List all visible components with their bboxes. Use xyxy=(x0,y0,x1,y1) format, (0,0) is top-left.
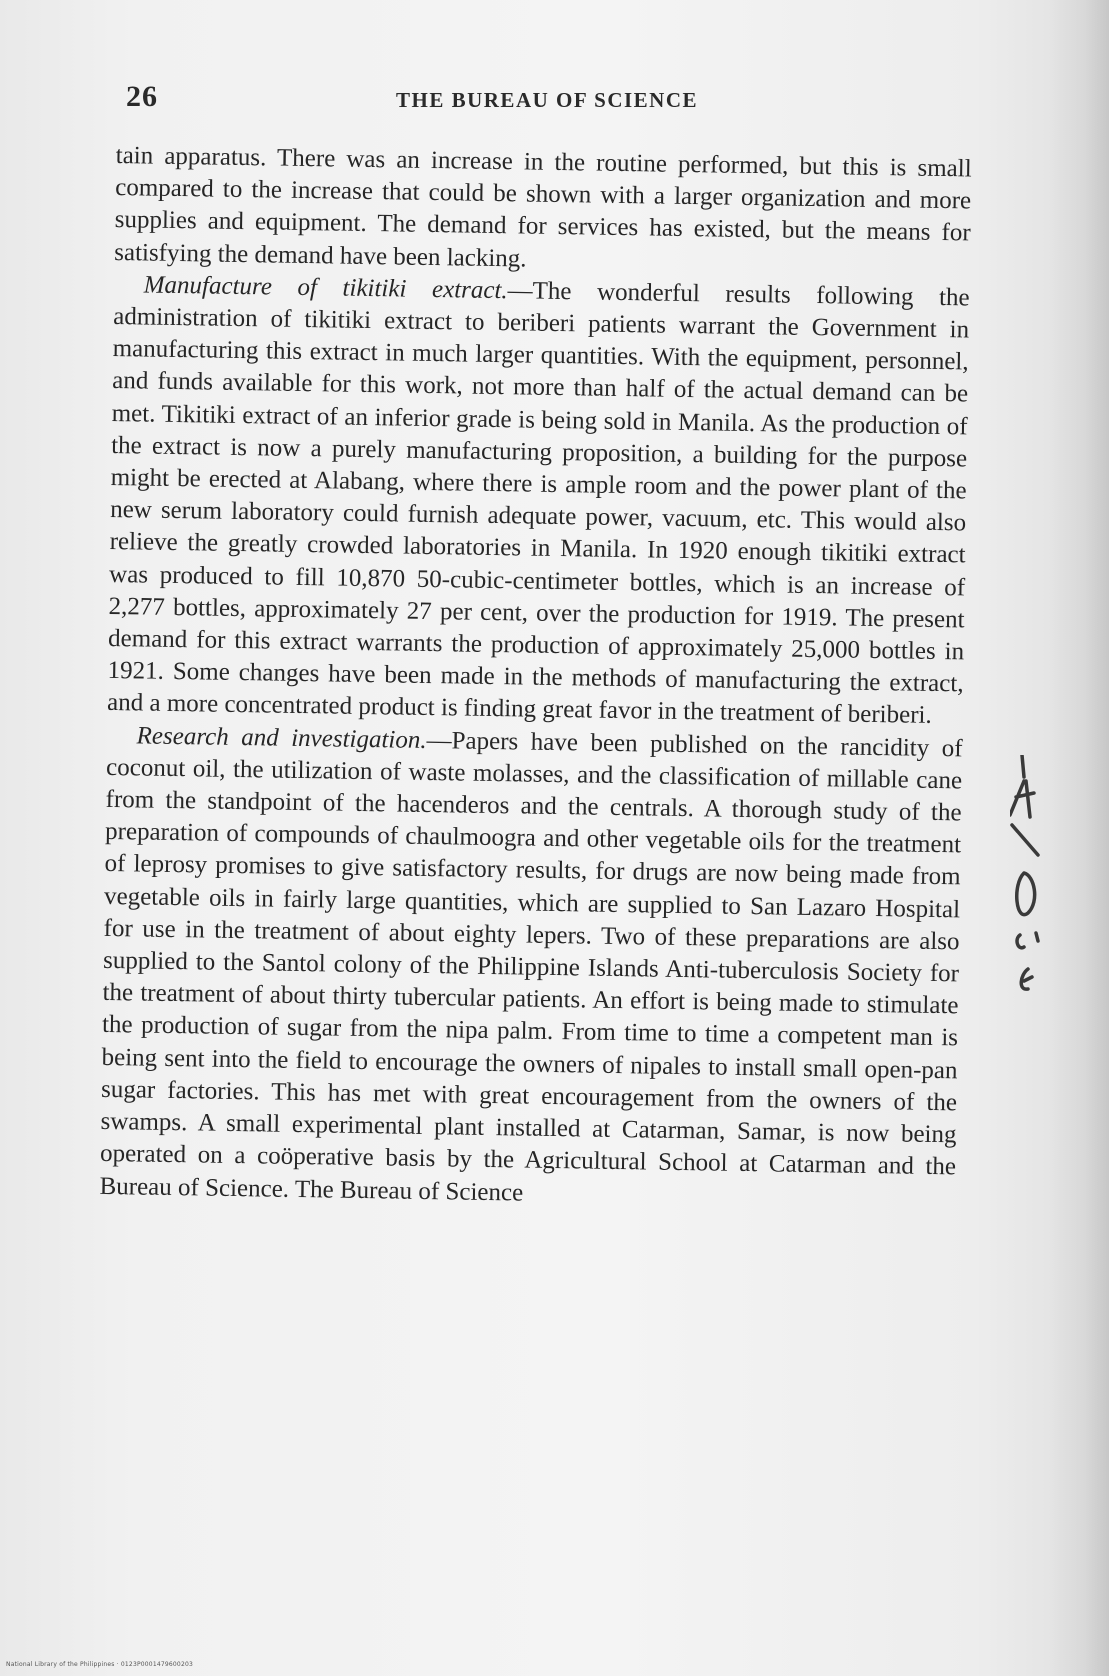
library-footer-note: National Library of the Philippines · 0123P0001479600203 xyxy=(6,1661,194,1668)
paragraph-text: —The wonderful results following the administration of tikitiki extract to beriberi patients warrant the Government in manufacturing this extract in much larger quantities. With the equipment, personnel, and funds available for this work, not more than half of the actual demand can be met. Tikitiki extract of an inferior grade is being sold in Manila. As the production of the extract is now a purely manufacturing proposition, a building for the purpose might be erected at Alabang, where there is ample room and the power plant of the new serum laboratory could furnish adequate power, vacuum, etc. This would also relieve the greatly crowded laboratories in Manila. In 1920 enough tikitiki extract was produced to fill 10,870 50-cubic-centimeter bottles, which is an increase of 2,277 bottles, approximately 27 per cent, over the production for 1919. The present demand for this extract warrants the production of approximately 25,000 bottles in 1921. Some changes have been made in the methods of manufacturing the extract, and a more concentrated product is finding great favor in the treatment of beriberi. xyxy=(106,276,970,730)
paragraph-lead: Manufacture of tikitiki extract. xyxy=(143,271,508,304)
handwritten-marginal-mark xyxy=(1010,755,1090,1015)
paragraph-continuation xyxy=(114,140,972,282)
paragraph-tikitiki xyxy=(107,269,970,733)
paragraph-research xyxy=(99,720,962,1216)
body-text xyxy=(99,140,972,1216)
paragraph-text: —Papers have been published on the rancidity of coconut oil, the utilization of waste molasses, and the classification of millable cane from the standpoint of the hacenderos and the centrals. A thorough study of the preparation of compounds of chaulmoogra and other vegetable oils for the treatment of leprosy promises to give satisfactory results, for drugs are now being made from vegetable oils in fairly large quantities, which are supplied to San Lazaro Hospital for use in the treatment of about eighty lepers. Two of these preparations are also supplied to the Santol colony of the Philippine Islands Anti-tuberculosis Society for the treatment of about thirty tubercular patients. An effort is being made to stimulate the production of sugar from the nipa palm. From time to time a competent man is being sent into the field to encourage the owners of nipales to install small open-pan sugar factories. This has met with great encouragement from the owners of the swamps. A small experimental plant installed at Catarman, Samar, is now being operated on a coöperative basis by the Agricultural School at Catarman and the Bureau of Science. The Bureau of Science xyxy=(99,726,963,1207)
page-number: 26 xyxy=(126,80,158,113)
running-head: THE BUREAU OF SCIENCE xyxy=(396,88,699,112)
paragraph-lead: Research and investigation. xyxy=(136,722,427,754)
paragraph-text: tain apparatus. There was an increase in the routine performed, but this is small compared to the increase that could be shown with a larger organization and more supplies and equipment. The demand for services has existed, but the means for satisfying the demand have been lacking. xyxy=(114,141,972,273)
page-header xyxy=(126,80,986,120)
